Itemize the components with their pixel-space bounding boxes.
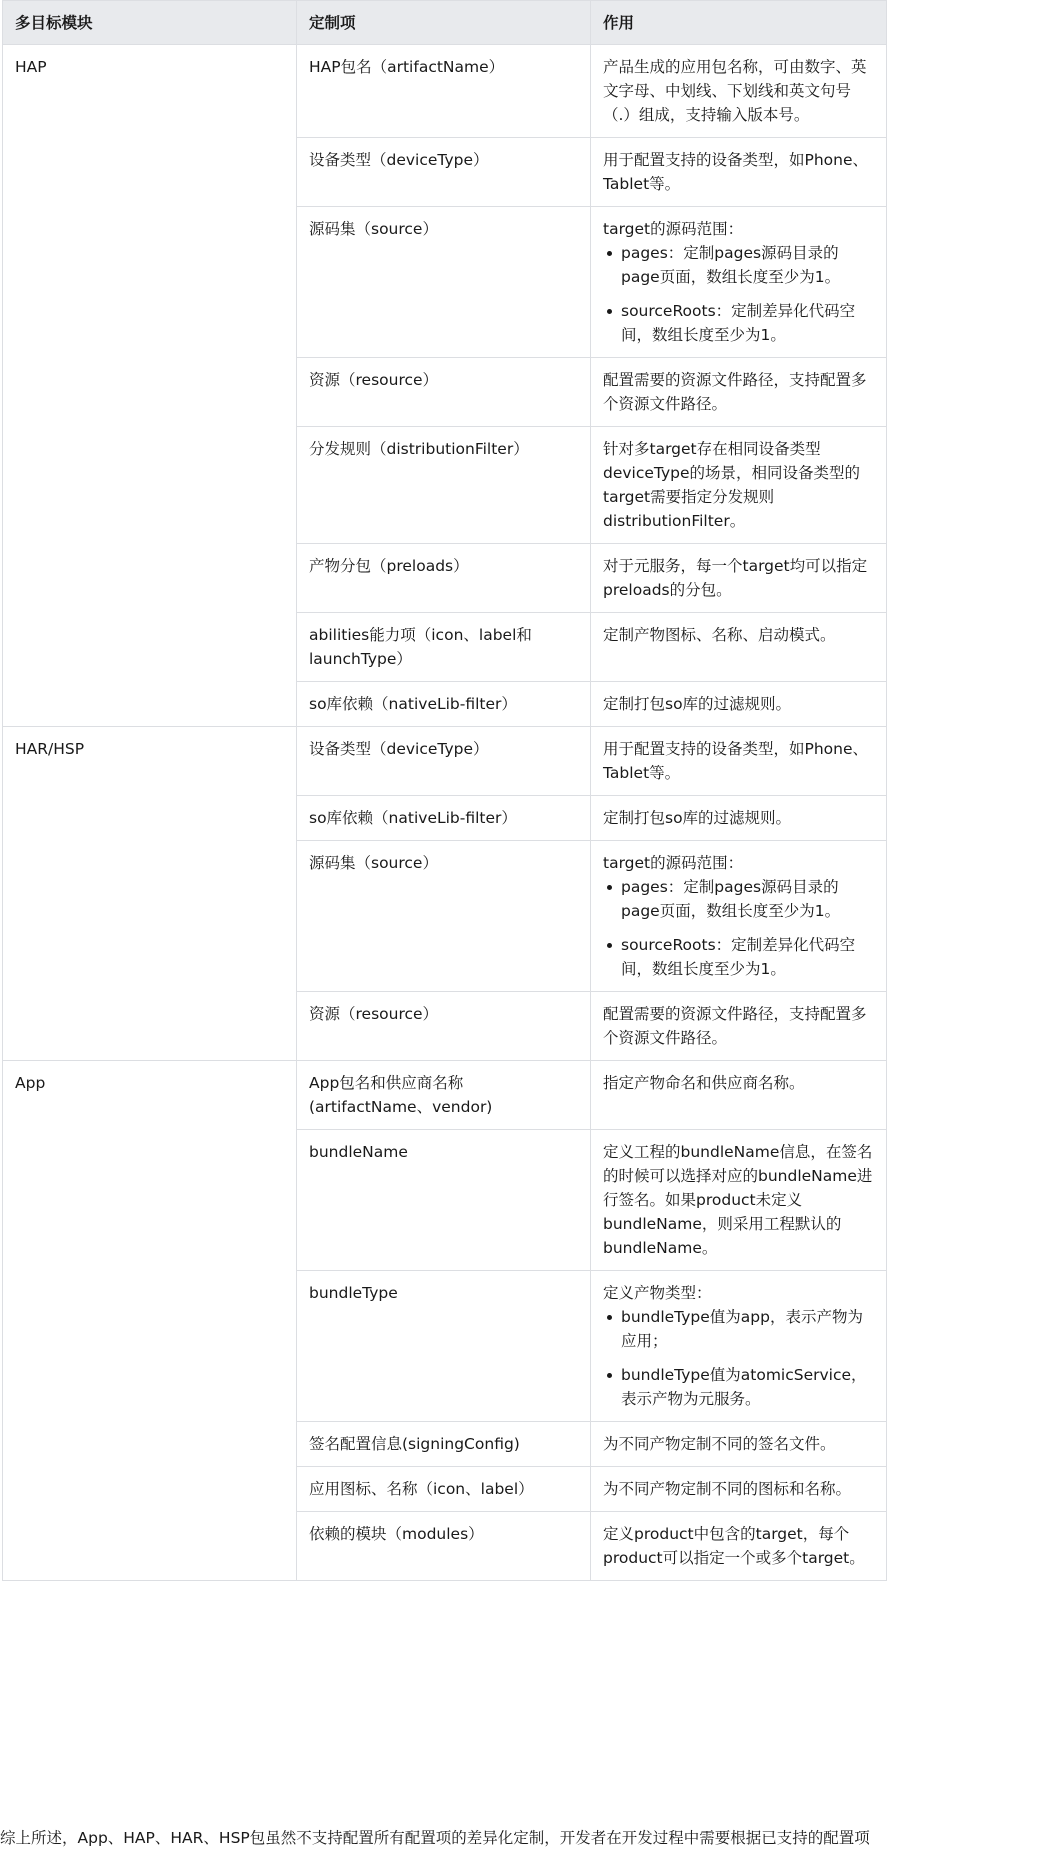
- effect-cell: 为不同产物定制不同的图标和名称。: [591, 1467, 887, 1512]
- module-cell: HAR/HSP: [3, 727, 297, 1061]
- module-cell: HAP: [3, 45, 297, 727]
- item-cell: 应用图标、名称（icon、label）: [297, 1467, 591, 1512]
- item-cell: so库依赖（nativeLib-filter）: [297, 796, 591, 841]
- item-cell: 资源（resource）: [297, 992, 591, 1061]
- header-module: 多目标模块: [3, 1, 297, 45]
- effect-cell: 用于配置支持的设备类型，如Phone、Tablet等。: [591, 138, 887, 207]
- effect-cell: 定义工程的bundleName信息，在签名的时候可以选择对应的bundleName进行签名。如果product未定义bundleName，则采用工程默认的bundleName。: [591, 1130, 887, 1271]
- item-cell: 源码集（source）: [297, 207, 591, 358]
- list-item: sourceRoots：定制差异化代码空间，数组长度至少为1。: [603, 933, 874, 981]
- effect-cell: 定义product中包含的target，每个product可以指定一个或多个target。: [591, 1512, 887, 1581]
- list-item: pages：定制pages源码目录的page页面，数组长度至少为1。: [603, 875, 874, 923]
- item-cell: App包名和供应商名称(artifactName、vendor): [297, 1061, 591, 1130]
- effect-cell: 定制打包so库的过滤规则。: [591, 796, 887, 841]
- item-cell: 产物分包（preloads）: [297, 544, 591, 613]
- effect-cell: 配置需要的资源文件路径，支持配置多个资源文件路径。: [591, 358, 887, 427]
- item-cell: bundleName: [297, 1130, 591, 1271]
- item-cell: 依赖的模块（modules）: [297, 1512, 591, 1581]
- effect-cell: 定制打包so库的过滤规则。: [591, 682, 887, 727]
- effect-list: [603, 875, 874, 981]
- effect-list: [603, 241, 874, 347]
- effect-title: target的源码范围：: [603, 854, 744, 872]
- item-cell: so库依赖（nativeLib-filter）: [297, 682, 591, 727]
- effect-cell: 定制产物图标、名称、启动模式。: [591, 613, 887, 682]
- header-item: 定制项: [297, 1, 591, 45]
- table-body: [3, 45, 887, 1581]
- multi-target-table: [2, 0, 887, 1581]
- item-cell: 源码集（source）: [297, 841, 591, 992]
- effect-title: target的源码范围：: [603, 220, 744, 238]
- effect-cell: [591, 841, 887, 992]
- effect-cell: 用于配置支持的设备类型，如Phone、Tablet等。: [591, 727, 887, 796]
- item-cell: bundleType: [297, 1271, 591, 1422]
- item-cell: 签名配置信息(signingConfig): [297, 1422, 591, 1467]
- effect-cell: 产品生成的应用包名称，可由数字、英文字母、中划线、下划线和英文句号（.）组成，支持输入版本号。: [591, 45, 887, 138]
- list-item: bundleType值为app，表示产物为应用；: [603, 1305, 874, 1353]
- table-header-row: [3, 1, 887, 45]
- effect-cell: 针对多target存在相同设备类型deviceType的场景，相同设备类型的target需要指定分发规则distributionFilter。: [591, 427, 887, 544]
- list-item: sourceRoots：定制差异化代码空间，数组长度至少为1。: [603, 299, 874, 347]
- effect-cell: 为不同产物定制不同的签名文件。: [591, 1422, 887, 1467]
- item-cell: 设备类型（deviceType）: [297, 727, 591, 796]
- list-item: pages：定制pages源码目录的page页面，数组长度至少为1。: [603, 241, 874, 289]
- item-cell: HAP包名（artifactName）: [297, 45, 591, 138]
- module-cell: App: [3, 1061, 297, 1581]
- table-row: [3, 45, 887, 138]
- header-effect: 作用: [591, 1, 887, 45]
- item-cell: 分发规则（distributionFilter）: [297, 427, 591, 544]
- effect-cell: [591, 1271, 887, 1422]
- effect-cell: 对于元服务，每一个target均可以指定preloads的分包。: [591, 544, 887, 613]
- effect-cell: 指定产物命名和供应商名称。: [591, 1061, 887, 1130]
- item-cell: 设备类型（deviceType）: [297, 138, 591, 207]
- table-row: [3, 1061, 887, 1130]
- effect-title: 定义产物类型：: [603, 1284, 712, 1302]
- table-header: [3, 1, 887, 45]
- item-cell: 资源（resource）: [297, 358, 591, 427]
- list-item: bundleType值为atomicService，表示产物为元服务。: [603, 1363, 874, 1411]
- item-cell: abilities能力项（icon、label和launchType）: [297, 613, 591, 682]
- footer-paragraph: 综上所述，App、HAP、HAR、HSP包虽然不支持配置所有配置项的差异化定制，开发者在开发过程中需要根据已支持的配置项: [0, 1829, 870, 1847]
- effect-cell: 配置需要的资源文件路径，支持配置多个资源文件路径。: [591, 992, 887, 1061]
- effect-list: [603, 1305, 874, 1411]
- effect-cell: [591, 207, 887, 358]
- table-row: [3, 727, 887, 796]
